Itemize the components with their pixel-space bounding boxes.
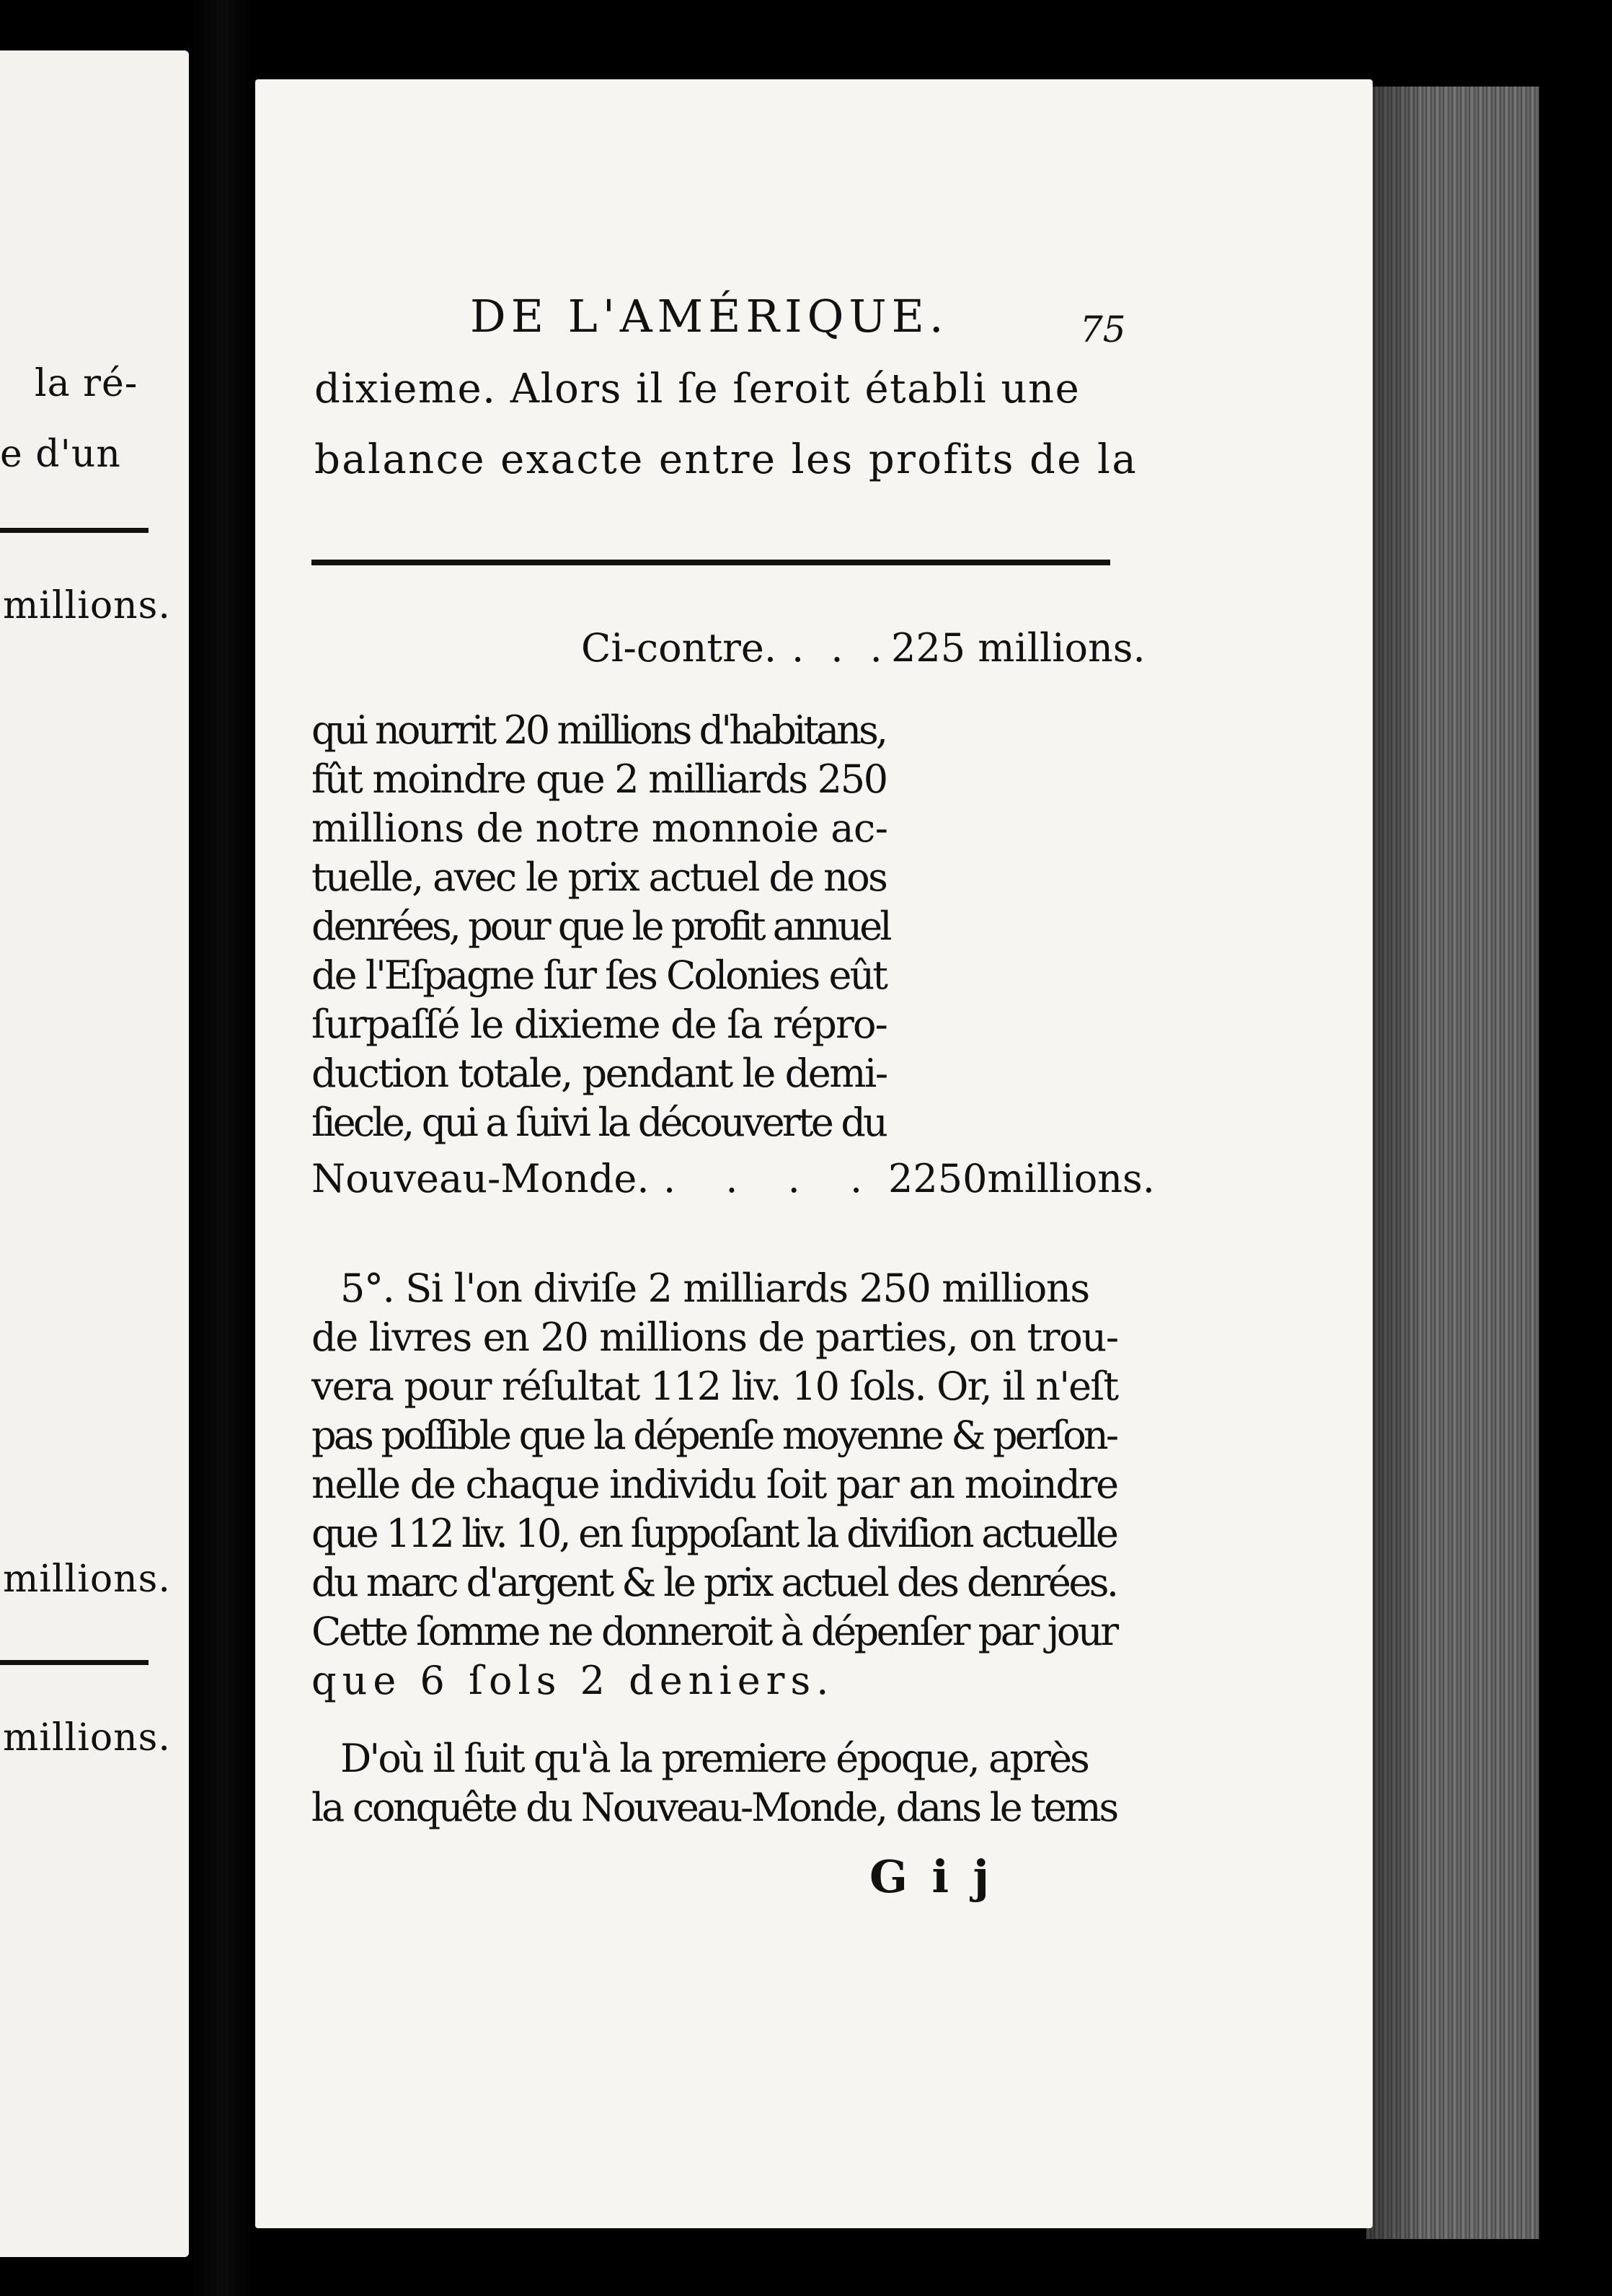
text-line: balance exacte entre les profits de la — [314, 436, 1138, 483]
fore-edge-shadow — [1366, 87, 1424, 2239]
column-final-amount: 2250millions. — [888, 1156, 1155, 1201]
column-final-leader: . . . . — [663, 1156, 882, 1201]
text-line: nelle de chaque individu ſoit par an moindre — [311, 1462, 1117, 1507]
column-paragraph — [311, 707, 890, 1152]
text-line: ſiecle, qui a ſuivi la découverte du — [311, 1100, 886, 1145]
carried-leader: . . . — [792, 625, 890, 671]
text-line: D'où il ſuit qu'à la premiere époque, après — [340, 1736, 1089, 1781]
text-line: dixieme. Alors il ſe ſeroit établi une — [314, 366, 1081, 412]
text-line: que 112 liv. 10, en ſuppoſant la diviſion actuelle — [311, 1511, 1117, 1556]
left-page-total: millions. — [3, 1716, 171, 1759]
signature-mark: G i j — [869, 1850, 994, 1903]
left-page-line: la ré- — [35, 362, 138, 405]
text-line: pas poſſible que la dépenſe moyenne & perſon- — [311, 1413, 1117, 1458]
text-line: vera pour réſultat 112 liv. 10 ſols. Or, il n'eſt — [311, 1364, 1118, 1409]
text-line: ſurpaſſé le dixieme de ſa répro- — [311, 1002, 887, 1047]
book-gutter — [189, 0, 255, 2296]
text-line: 5°. Si l'on diviſe 2 milliards 250 millions — [340, 1266, 1089, 1311]
text-line: de livres en 20 millions de parties, on trou- — [311, 1315, 1118, 1360]
section-rule — [311, 560, 1110, 565]
text-line: Cette ſomme ne donneroit à dépenſer par jour — [311, 1609, 1117, 1654]
left-page-rule — [0, 1660, 149, 1665]
page-number: 75 — [1080, 309, 1126, 350]
carried-amount: 225 millions. — [891, 625, 1146, 671]
left-page-total: millions. — [3, 584, 171, 627]
text-line: fût moindre que 2 milliards 250 — [311, 756, 887, 802]
left-page-total: millions. — [3, 1558, 171, 1601]
carried-label: Ci-contre. — [581, 625, 777, 671]
text-line: duction totale, pendant le demi- — [311, 1051, 887, 1096]
text-line: denrées, pour que le profit annuel — [311, 904, 890, 949]
text-line: millions de notre monnoie ac- — [311, 805, 888, 851]
text-line: qui nourrit 20 millions d'habitans, — [311, 707, 886, 753]
text-line: que 6 ſols 2 deniers. — [311, 1658, 835, 1703]
text-line: de l'Eſpagne ſur ſes Colonies eût — [311, 953, 886, 998]
paragraph-6 — [311, 1736, 1117, 1837]
left-page-rule — [0, 528, 149, 533]
text-line: du marc d'argent & le prix actuel des denrées. — [311, 1560, 1117, 1605]
column-final-text: Nouveau-Monde. — [311, 1156, 650, 1201]
previous-page — [0, 50, 189, 2257]
running-title: DE L'AMÉRIQUE. — [470, 290, 949, 343]
paragraph-5 — [311, 1266, 1118, 1710]
text-line: tuelle, avec le prix actuel de nos — [311, 855, 887, 900]
text-line: la conquête du Nouveau-Monde, dans le tems — [311, 1785, 1117, 1830]
left-page-line: e d'un — [0, 433, 121, 476]
